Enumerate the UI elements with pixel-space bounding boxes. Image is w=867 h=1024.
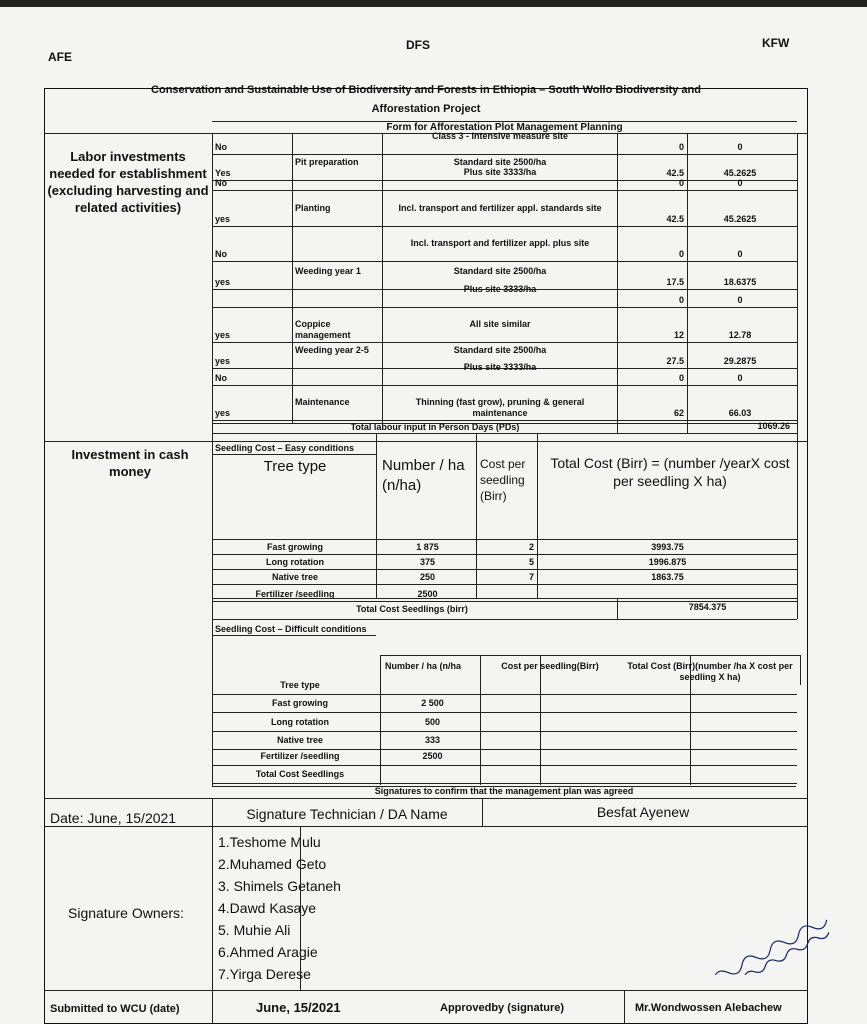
diff-type: Fertilizer /seedling <box>260 751 340 761</box>
diff-head-number: Number / ha (n/ha <box>385 661 462 671</box>
owner-name: 5. Muhie Ali <box>218 922 291 938</box>
labor-activity: Planting <box>295 203 331 213</box>
tech-label: Signature Technician / DA Name <box>246 806 448 822</box>
labor-v1: 42.5 <box>666 214 684 224</box>
diff-number: 500 <box>424 717 441 727</box>
scan-edge <box>0 0 867 7</box>
easy-head-cost: Cost per seedling (Birr) <box>480 457 526 503</box>
labor-desc: Standard site 2500/ha <box>453 345 547 355</box>
labor-desc: Class 3 - Intensive measure site <box>431 131 569 141</box>
approved-label: Approvedby (signature) <box>440 1002 565 1014</box>
labor-v1: 17.5 <box>666 277 684 287</box>
cash-section-label: Investment in cash money <box>71 447 189 479</box>
form-frame <box>44 88 808 1024</box>
labor-flag: Yes <box>215 168 231 178</box>
diff-type: Fast growing <box>272 698 328 708</box>
labor-desc: Thinning (fast grow), pruning & general maintenance <box>415 397 585 418</box>
project-title-1: Conservation and Sustainable Use of Biodiversity and Forests in Ethiopia – South Wollo Biodiversity and <box>151 84 701 96</box>
labor-section-label: Labor investments needed for establishment (excluding harvesting and related activities) <box>47 149 209 215</box>
owner-name: 7.Yirga Derese <box>218 966 311 982</box>
labor-v1: 12 <box>673 330 684 340</box>
easy-head-type: Tree type <box>263 458 327 475</box>
header-left: AFE <box>48 50 72 64</box>
labor-total-value: 1069.26 <box>757 421 790 431</box>
labor-flag: yes <box>215 356 231 366</box>
easy-number: 375 <box>419 557 436 567</box>
labor-flag: yes <box>215 277 231 287</box>
owners-label: Signature Owners: <box>68 905 184 921</box>
diff-number: 2500 <box>422 751 443 761</box>
owner-name: 2.Muhamed Geto <box>218 856 327 872</box>
labor-v1: 0 <box>678 142 684 152</box>
easy-title: Seedling Cost – Easy conditions <box>215 443 355 453</box>
tech-name: Besfat Ayenew <box>596 804 690 820</box>
diff-number: 2 500 <box>421 698 444 708</box>
owner-name: 6.Ahmed Aragie <box>218 944 318 960</box>
labor-v1: 42.5 <box>666 168 684 178</box>
easy-head-number: Number / ha (n/ha) <box>382 457 465 494</box>
easy-type: Long rotation <box>266 557 324 567</box>
easy-total: 1863.75 <box>651 572 684 582</box>
labor-v2: 45.2625 <box>723 168 757 178</box>
labor-desc: Plus site 3333/ha <box>463 284 537 294</box>
labor-flag: No <box>215 142 227 152</box>
confirm-text: Signatures to confirm that the management plan was agreed <box>374 786 634 796</box>
labor-v2: 0 <box>737 249 743 259</box>
diff-type: Native tree <box>276 735 324 745</box>
labor-activity: Maintenance <box>295 397 350 407</box>
easy-type: Native tree <box>271 572 319 582</box>
submitted-date: June, 15/2021 <box>256 1000 341 1015</box>
header-right: KFW <box>762 36 790 50</box>
owner-name: 1.Teshome Mulu <box>218 834 321 850</box>
labor-v2: 45.2625 <box>723 214 757 224</box>
date-label: Date: June, 15/2021 <box>50 810 177 826</box>
labor-v1: 27.5 <box>666 356 684 366</box>
easy-cost: 2 <box>528 542 534 552</box>
easy-cost: 7 <box>528 572 534 582</box>
easy-cost: 5 <box>528 557 534 567</box>
labor-activity: Weeding year 1 <box>295 266 361 276</box>
easy-total: 1996.875 <box>648 557 687 567</box>
labor-desc: Plus site 3333/ha <box>463 167 537 177</box>
labor-activity: Weeding year 2-5 <box>295 345 369 355</box>
diff-head-total: Total Cost (Birr)(number /ha X cost per seedling X ha) <box>627 661 793 682</box>
labor-activity: Coppice management <box>295 319 351 340</box>
labor-v2: 0 <box>737 373 743 383</box>
diff-number: 333 <box>424 735 441 745</box>
signature-stamp <box>690 895 865 975</box>
approved-name: Mr.Wondwossen Alebachew <box>635 1002 782 1014</box>
labor-v1: 0 <box>678 249 684 259</box>
diff-head-type: Tree type <box>280 680 320 690</box>
labor-v2: 0 <box>737 178 743 188</box>
labor-v2: 66.03 <box>728 408 752 418</box>
header-center: DFS <box>406 38 430 52</box>
labor-total-label: Total labour input in Person Days (PDs) <box>350 422 520 432</box>
labor-flag: yes <box>215 214 231 224</box>
labor-v2: 0 <box>737 142 743 152</box>
labor-activity: Pit preparation <box>295 157 359 167</box>
easy-number: 250 <box>419 572 436 582</box>
easy-number: 2500 <box>417 589 438 599</box>
easy-total-label: Total Cost Seedlings (birr) <box>356 604 468 614</box>
labor-flag: No <box>215 249 227 259</box>
labor-flag: yes <box>215 408 231 418</box>
owner-name: 4.Dawd Kasaye <box>218 900 317 916</box>
easy-total: 3993.75 <box>651 542 684 552</box>
easy-type: Fast growing <box>267 542 323 552</box>
labor-desc: Incl. transport and fertilizer appl. standards site <box>398 203 602 213</box>
labor-v1: 0 <box>678 178 684 188</box>
labor-v1: 0 <box>678 373 684 383</box>
easy-total-value: 7854.375 <box>688 602 727 612</box>
labor-desc: All site similar <box>469 319 531 329</box>
easy-head-total: Total Cost (Birr) = (number /yearX cost per seedling X ha) <box>550 455 790 489</box>
labor-flag: No <box>215 373 227 383</box>
labor-desc: Standard site 2500/ha <box>453 157 547 167</box>
labor-desc: Incl. transport and fertilizer appl. plus site <box>410 238 590 248</box>
labor-v1: 0 <box>678 295 684 305</box>
form-title: Form for Afforestation Plot Management Planning <box>386 122 623 133</box>
labor-desc: Standard site 2500/ha <box>453 266 547 276</box>
labor-flag: No <box>215 178 227 188</box>
labor-desc: Plus site 3333/ha <box>463 362 537 372</box>
labor-v2: 29.2875 <box>723 356 757 366</box>
labor-v2: 0 <box>737 295 743 305</box>
owner-name: 3. Shimels Getaneh <box>218 878 341 894</box>
diff-head-cost: Cost per seedling(Birr) <box>501 661 599 671</box>
easy-type: Fertilizer /seedling <box>255 589 335 599</box>
easy-number: 1 875 <box>416 542 439 552</box>
diff-type: Total Cost Seedlings <box>255 769 345 779</box>
diff-title: Seedling Cost – Difficult conditions <box>215 624 367 634</box>
labor-flag: yes <box>215 330 231 340</box>
labor-v1: 62 <box>673 408 684 418</box>
project-title-2: Afforestation Project <box>371 103 481 115</box>
submitted-label: Submitted to WCU (date) <box>50 1003 180 1015</box>
diff-type: Long rotation <box>271 717 329 727</box>
labor-v2: 12.78 <box>728 330 752 340</box>
labor-v2: 18.6375 <box>723 277 757 287</box>
